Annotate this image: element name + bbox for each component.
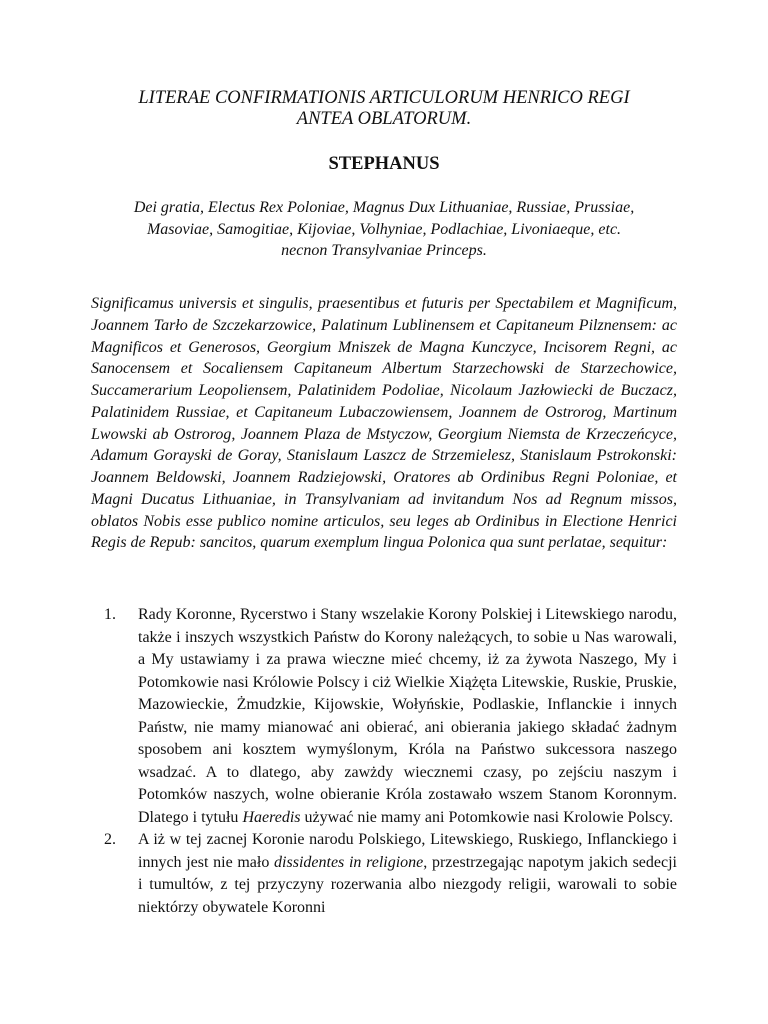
royal-titles-line-2: Masoviae, Samogitiae, Kijoviae, Volhyniae, Podlachiae, Livoniaeque, etc. (146, 220, 622, 238)
article-number: 1. (104, 606, 116, 623)
document-title (60, 88, 708, 130)
article-italic-term: dissidentes in religione (274, 853, 424, 871)
title-line-1: LITERAE CONFIRMATIONIS ARTICULORUM HENRICO REGI (138, 88, 630, 108)
articles-list (104, 604, 677, 919)
article-text (138, 606, 677, 826)
article-item (104, 604, 677, 829)
article-text-part: używać nie mamy ani Potomkowie nasi Krolowie Polscy. (300, 808, 674, 826)
royal-titles (84, 197, 684, 262)
article-text-part: Rady Koronne, Rycerstwo i Stany wszelakie Korony Polskiej i Litewskiego narodu, także i inszych wszystkich Państw do Korony należących, to sobie u Nas warowali, a My ustawiamy i za prawa wieczne mieć chcemy, iż za żywota Naszego, My i Potomkowie nasi Królowie Polscy i ciż Wielkie Xiążęta Litewskie, Ruskie, Pruskie, Mazowieckie, Żmudzkie, Kijowskie, Wołyńskie, Podlaskie, Inflanckie i innych Państw, nie mamy mianować ani obierać, ani obierania jakiego składać żadnym sposobem ani kosztem wymyślonym, Króla na Państwo sukcessora naszego wsadzać. A to dlatego, aby zawżdy wiecznemi czasy, po zejściu naszym i Potomków naszych, wolne obieranie Króla zostawało wszem Stanom Koronnym. Dlatego i tytułu (138, 606, 677, 826)
royal-titles-line-1: Dei gratia, Electus Rex Poloniae, Magnus Dux Lithuaniae, Russiae, Prussiae, (133, 199, 635, 216)
royal-titles-line-3: necnon Transylvaniae Princeps. (281, 242, 487, 259)
article-italic-term: Haeredis (242, 808, 301, 826)
article-item (104, 829, 677, 919)
article-text (138, 831, 677, 916)
article-text-part: , przestrzegając napotym jakich sedecji i tumultów, z tej przyczyny rozerwania albo niezgody religii, warowali to sobie niektórzy obywatele Koronni (138, 853, 677, 916)
title-line-2: ANTEA OBLATORUM. (296, 109, 472, 129)
article-text-part: A iż w tej zacnej Koronie narodu Polskiego, Litewskiego, Ruskiego, Inflanckiego i innych jest nie mało (138, 831, 677, 871)
document-heading: STEPHANUS (328, 154, 440, 174)
body-paragraph: Significamus universis et singulis, praesentibus et futuris per Spectabilem et Magnificum, Joannem Tarło de Szczekarzowice, Palatinum Lublinensem et Capitaneum Pilznensem: ac Magnificos et Generosos, Georgium Mniszek de Magna Kunczyce, Incisorem Regni, ac Sanocensem et Socaliensem Capitaneum Albertum Starzechowski de Starzechowice, Succamerarium Leopoliensem, Palatinidem Podoliae, Nicolaum Jazłowiecki de Buczacz, Palatinidem Russiae, et Capitaneum Lubaczowiensem, Joannem de Ostrorog, Martinum Lwowski ab Ostrorog, Joannem Plaza de Mstyczow, Georgium Niemsta de Krzeczeńcyce, Adamum Gorayski de Goray, Stanislaum Laszcz de Strzemielesz, Stanislaum Pstrokonski: Joannem Beldowski, Joannem Radziejowski, Oratores ab Ordinibus Regni Poloniae, et Magni Ducatus Lithuaniae, in Transylvaniam ad invitandum Nos ad Regnum missos, oblatos Nobis esse publico nomine articulos, seu leges ab Ordinibus in Electione Henrici Regis de Repub: sancitos, quarum exemplum lingua Polonica qua sunt perlatae, sequitur: (91, 295, 677, 552)
article-number: 2. (104, 831, 116, 848)
